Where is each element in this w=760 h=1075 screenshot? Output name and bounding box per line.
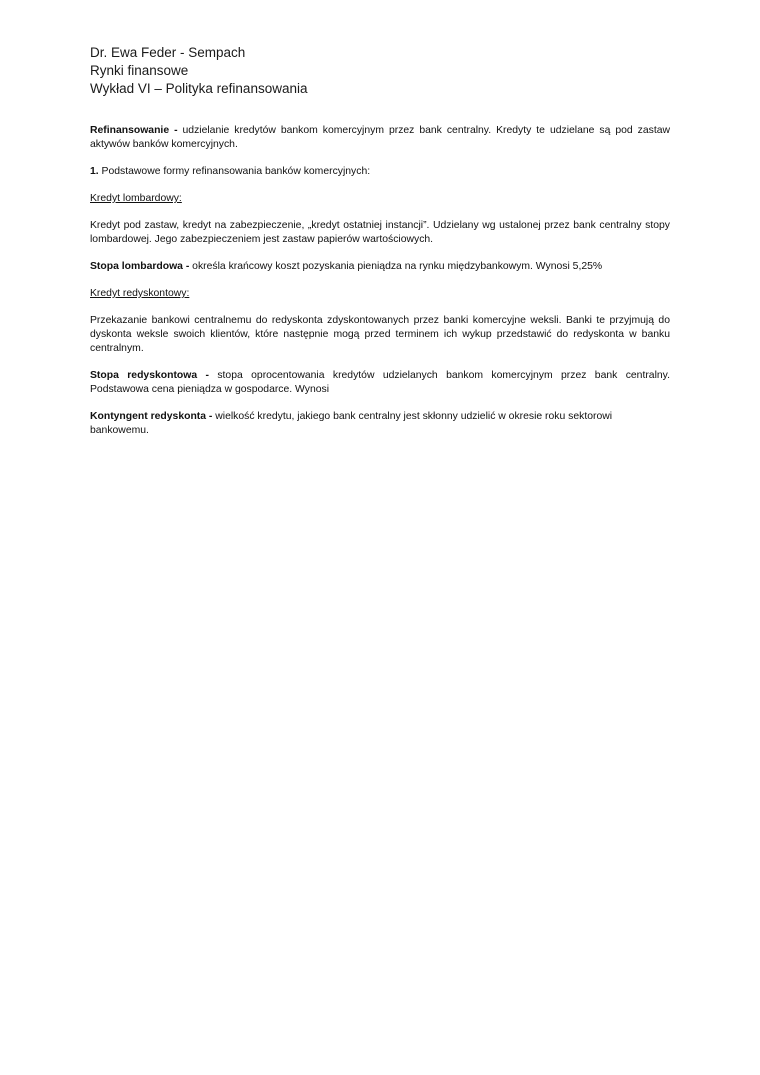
- forms-number: 1.: [90, 166, 99, 177]
- rediscount-heading-paragraph: [90, 287, 670, 301]
- kontyngent-paragraph: [90, 410, 670, 438]
- document-body: [90, 124, 670, 451]
- rediscount-paragraph: Przekazanie bankowi centralnemu do redyskonta zdyskontowanych przez banki komercyjne weksli. Banki te przyjmują do dyskonta weksle swoich klientów, które następnie mogą przed terminem ich wykup przedstawić do redyskonta w banku centralnym.: [90, 315, 670, 354]
- refinansowanie-term: Refinansowanie -: [90, 125, 178, 136]
- stopa-redyskontowa-paragraph: [90, 369, 670, 397]
- stopa-redyskontowa-term: Stopa redyskontowa -: [90, 370, 209, 381]
- refinansowanie-definition: udzielanie kredytów bankom komercyjnym przez bank centralny. Kredyty te udzielane są pod zastaw aktywów banków komercyjnych.: [90, 125, 670, 150]
- refinansowanie-paragraph: [90, 124, 670, 152]
- author-line: Dr. Ewa Feder - Sempach: [90, 45, 246, 60]
- rediscount-heading: Kredyt redyskontowy:: [90, 288, 190, 299]
- stopa-lombardowa-definition: określa krańcowy koszt pozyskania pieniądza na rynku międzybankowym. Wynosi 5,25%: [189, 261, 603, 272]
- kontyngent-definition: wielkość kredytu, jakiego bank centralny jest skłonny udzielić w okresie roku sektorowi bankowemu.: [90, 411, 613, 436]
- lecture-title: Wykład VI – Polityka refinansowania: [90, 81, 308, 96]
- document-header: [90, 44, 670, 98]
- stopa-redyskontowa-definition: stopa oprocentowania kredytów udzielanych bankom komercyjnym przez bank centralny. Podstawowa cena pieniądza w gospodarce. Wynosi: [90, 370, 670, 395]
- course-line: Rynki finansowe: [90, 63, 189, 78]
- forms-text: Podstawowe formy refinansowania banków komercyjnych:: [98, 166, 371, 177]
- lombard-heading-paragraph: [90, 192, 670, 206]
- lombard-heading: Kredyt lombardowy:: [90, 193, 182, 204]
- lombard-paragraph: Kredyt pod zastaw, kredyt na zabezpieczenie, „kredyt ostatniej instancji”. Udzielany wg ustalonej przez bank centralny stopy lombardowej. Jego zabezpieczeniem jest zastaw papierów wartościowych.: [90, 220, 670, 245]
- forms-paragraph: [90, 165, 670, 179]
- stopa-lombardowa-paragraph: [90, 260, 670, 274]
- stopa-lombardowa-term: Stopa lombardowa -: [90, 261, 190, 272]
- kontyngent-term: Kontyngent redyskonta -: [90, 411, 213, 422]
